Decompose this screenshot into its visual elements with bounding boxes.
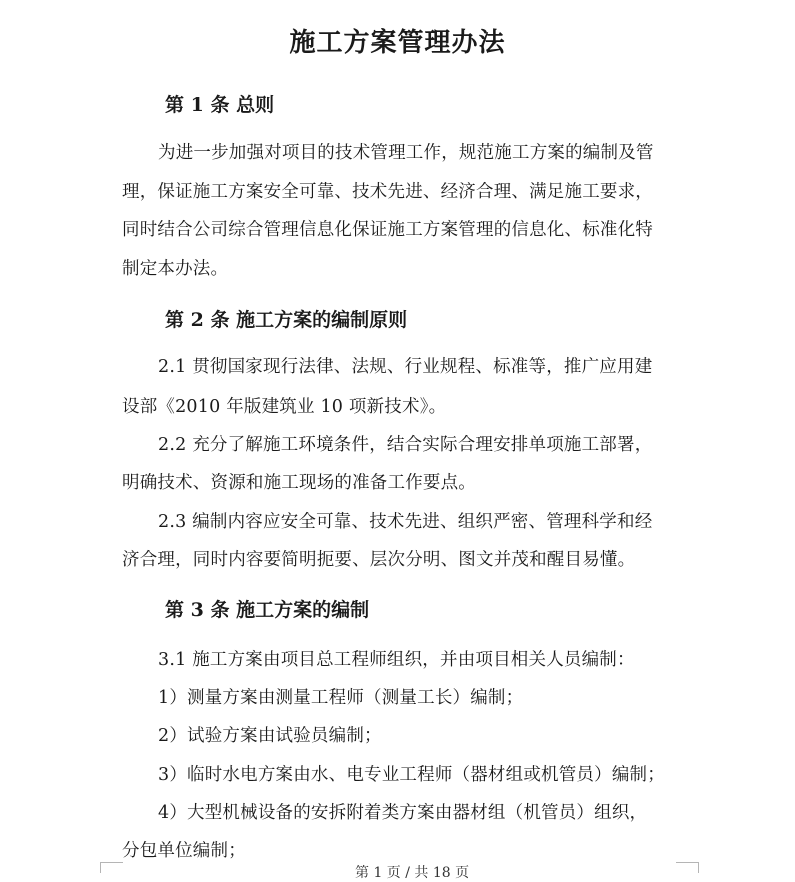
- page-number-footer: 第 1 页 / 共 18 页: [355, 865, 470, 881]
- list-item: 1）测量方案由测量工程师（测量工长）编制；: [158, 688, 524, 708]
- paragraph-line: 制定本办法。: [122, 259, 229, 279]
- section-heading-3: 第 3 条 施工方案的编制: [165, 599, 370, 621]
- list-item: 4）大型机械设备的安拆附着类方案由器材组（机管员）组织，: [158, 803, 648, 823]
- paragraph-line: 为进一步加强对项目的技术管理工作，规范施工方案的编制及管: [158, 143, 654, 163]
- paragraph-line: 设部《2010 年版建筑业 10 项新技术》。: [122, 397, 447, 417]
- paragraph-line: 2.2 充分了解施工环境条件，结合实际合理安排单项施工部署，: [158, 435, 653, 455]
- paragraph-line: 同时结合公司综合管理信息化保证施工方案管理的信息化、标准化特: [122, 220, 653, 240]
- list-item: 3）临时水电方案由水、电专业工程师（器材组或机管员）编制；: [158, 765, 665, 785]
- paragraph-line: 济合理，同时内容要简明扼要、层次分明、图文并茂和醒目易懂。: [122, 550, 636, 570]
- paragraph-line: 2.3 编制内容应安全可靠、技术先进、组织严密、管理科学和经: [158, 512, 653, 532]
- paragraph-line: 3.1 施工方案由项目总工程师组织，并由项目相关人员编制：: [158, 650, 635, 670]
- page-corner-mark-left: [100, 862, 123, 873]
- paragraph-line: 分包单位编制；: [122, 841, 246, 861]
- list-item: 2）试验方案由试验员编制；: [158, 726, 382, 746]
- paragraph-line: 理，保证施工方案安全可靠、技术先进、经济合理、满足施工要求，: [122, 182, 653, 202]
- section-heading-2: 第 2 条 施工方案的编制原则: [165, 309, 408, 331]
- document-title: 施工方案管理办法: [289, 28, 506, 58]
- paragraph-line: 明确技术、资源和施工现场的准备工作要点。: [122, 473, 476, 493]
- section-heading-1: 第 1 条 总则: [165, 94, 275, 116]
- paragraph-line: 2.1 贯彻国家现行法律、法规、行业规程、标准等，推广应用建: [158, 357, 653, 377]
- page-corner-mark-right: [676, 862, 699, 873]
